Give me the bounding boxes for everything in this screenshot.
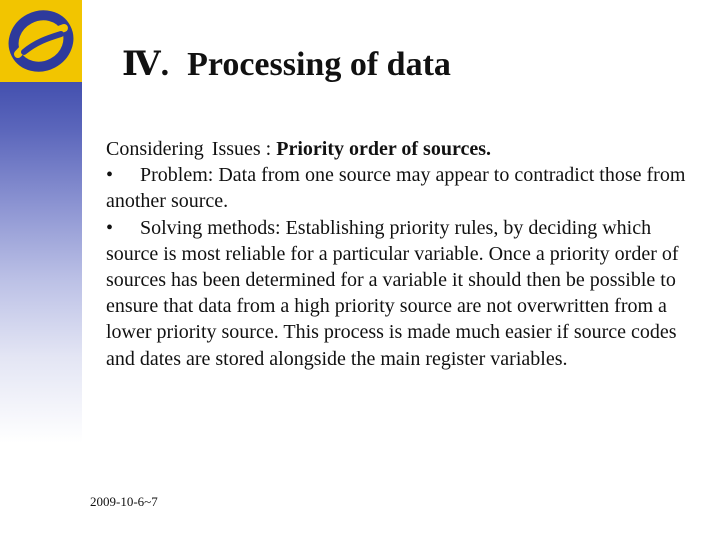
bullet-icon: •: [106, 216, 114, 239]
footer-date: 2009-10-6~7: [90, 494, 158, 509]
problem-text: Problem: Data from one source may appear to contradict those from another source.: [106, 164, 686, 213]
problem-paragraph: [106, 162, 698, 214]
organization-logo-icon: [6, 8, 76, 74]
content-body: [106, 136, 698, 372]
solving-methods-text: Solving methods: Establishing priority rules, by deciding which source is most reliable for a particular variable. Once a priority order of sources has been determined for a variable it should then be possible to ensure that data from a high priority source are not overwritten from a lower priority source. This process is made much easier if source codes and dates are stored alongside the main register variables.: [106, 216, 679, 370]
page-title: [122, 44, 451, 84]
logo-box: [0, 0, 82, 82]
issue-value: Priority order of sources.: [276, 138, 491, 160]
bullet-icon: •: [106, 164, 114, 187]
section-title-text: Processing of data: [187, 46, 451, 83]
solving-methods-paragraph: [106, 215, 698, 372]
issue-label: Issues :: [211, 138, 272, 160]
intro-line: [106, 136, 698, 162]
section-numeral: Ⅳ.: [122, 46, 170, 83]
intro-lead: Considering: [106, 138, 204, 160]
